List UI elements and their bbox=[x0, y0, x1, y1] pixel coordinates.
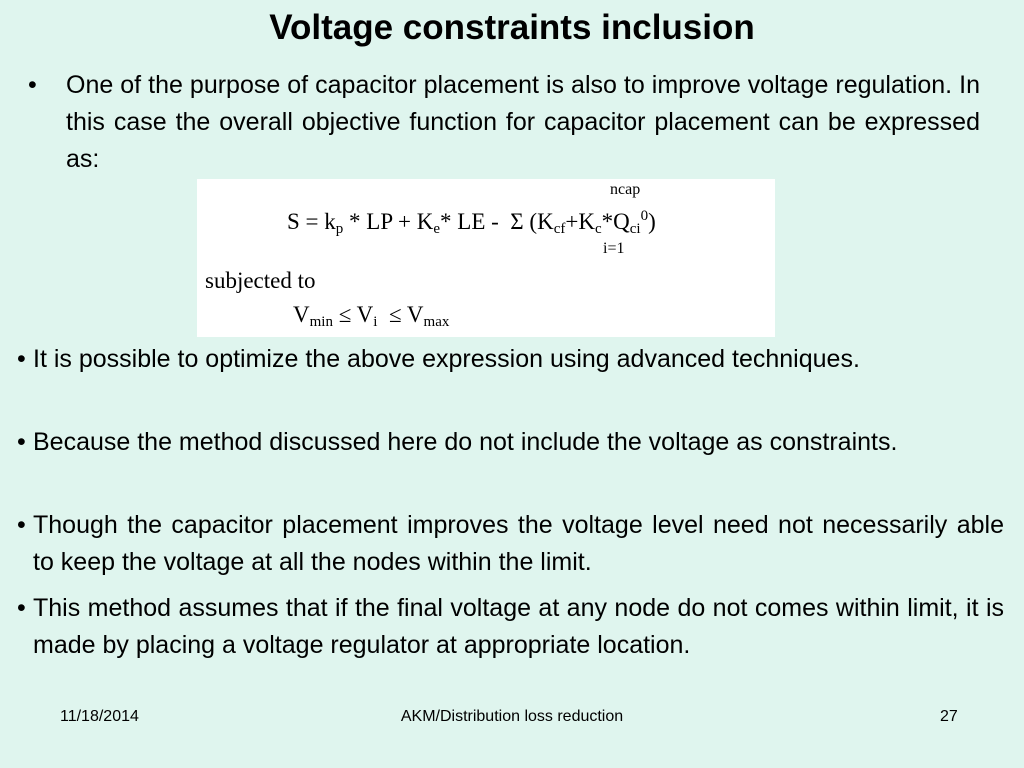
bullet-item bbox=[17, 341, 1004, 378]
bullet-dot: • bbox=[28, 71, 37, 99]
sum-lower-limit: i=1 bbox=[603, 240, 625, 257]
bullet-text: It is possible to optimize the above expression using advanced techniques. bbox=[33, 345, 860, 373]
bullet-text: One of the purpose of capacitor placement is also to improve voltage regulation. In this case the overall objective function for capacitor placement can be expressed as: bbox=[66, 71, 980, 173]
slide-title: Voltage constraints inclusion bbox=[269, 8, 755, 47]
bullet-text: Because the method discussed here do not include the voltage as constraints. bbox=[33, 428, 898, 456]
subjected-to-label: subjected to bbox=[205, 268, 316, 293]
formula-box bbox=[197, 179, 775, 337]
bullet-item bbox=[17, 590, 1004, 664]
voltage-constraint: $V_{min} \le V_i \le V_{max}$ bbox=[293, 302, 450, 330]
objective-equation: $S = k_p$ * LP + $K_e*$ LE - Σ $(K_{cf}+K_c*Q_{ci}^0)$ bbox=[287, 208, 656, 237]
bullet-intro bbox=[28, 67, 980, 178]
footer-title: AKM/Distribution loss reduction bbox=[400, 708, 624, 725]
bullet-item bbox=[17, 424, 1004, 461]
bullet-dot: • bbox=[17, 428, 26, 456]
bullet-text: This method assumes that if the final voltage at any node do not comes within limit, it is made by placing a voltage regulator at appropriate location. bbox=[33, 594, 1004, 659]
bullet-dot: • bbox=[17, 345, 26, 373]
footer-date: 11/18/2014 bbox=[60, 708, 139, 725]
bullet-dot: • bbox=[17, 511, 26, 539]
bullet-text: Though the capacitor placement improves the voltage level need not necessarily able to keep the voltage at all the nodes within the limit. bbox=[33, 511, 1004, 576]
bullet-dot: • bbox=[17, 594, 26, 622]
page-number: 27 bbox=[940, 708, 958, 725]
bullet-item bbox=[17, 507, 1004, 581]
sum-upper-limit: ncap bbox=[610, 181, 641, 198]
